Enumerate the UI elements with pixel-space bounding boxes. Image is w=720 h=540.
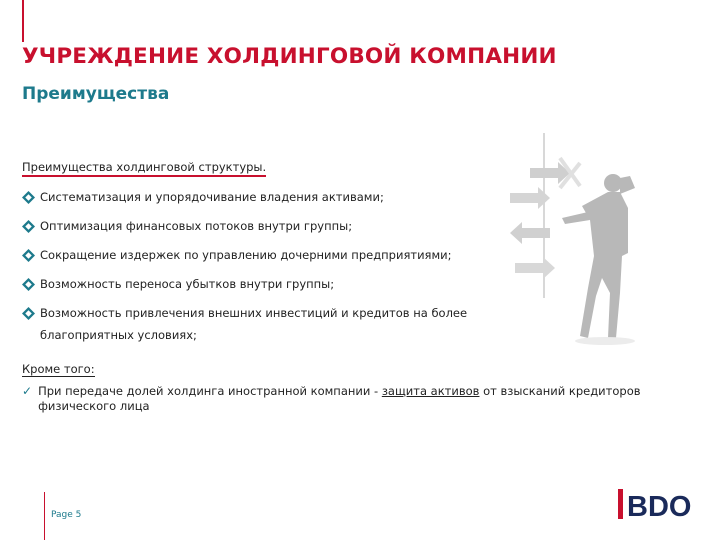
- asset-protection-link: защита активов: [381, 384, 480, 398]
- diamond-bullet-icon: [22, 278, 35, 291]
- diamond-bullet-icon: [22, 249, 35, 262]
- advantage-text: Сокращение издержек по управлению дочерними предприятиями;: [40, 248, 452, 262]
- thinking-man-illustration: [470, 128, 680, 348]
- slide-subtitle: Преимущества: [22, 84, 170, 104]
- list-item: [22, 302, 472, 346]
- advantages-heading: Преимущества холдинговой структуры.: [22, 160, 266, 177]
- list-item: [22, 273, 472, 295]
- additionally-text: [38, 384, 662, 414]
- list-item: [22, 244, 472, 266]
- additionally-heading: Кроме того:: [22, 362, 95, 376]
- list-item: [22, 384, 662, 414]
- additionally-text-start: При передаче долей холдинга иностранной компании -: [38, 384, 382, 398]
- list-item: [22, 186, 472, 208]
- advantages-list: [22, 186, 472, 353]
- diamond-bullet-icon: [22, 307, 35, 320]
- bdo-logo: [618, 487, 700, 523]
- advantage-text: Оптимизация финансовых потоков внутри группы;: [40, 219, 353, 233]
- additionally-text-end: от взысканий кредиторов физического лица: [38, 384, 641, 413]
- man-silhouette: [562, 174, 635, 345]
- diamond-bullet-icon: [22, 220, 35, 233]
- advantage-text: Систематизация и упорядочивание владения активами;: [40, 190, 384, 204]
- footer-accent-rule: [44, 492, 45, 540]
- arrows-graphic: [510, 133, 580, 298]
- checkmark-icon: ✓: [22, 384, 33, 398]
- advantage-text: Возможность переноса убытков внутри группы;: [40, 277, 335, 291]
- list-item: [22, 215, 472, 237]
- diamond-bullet-icon: [22, 191, 35, 204]
- page-number: Page 5: [51, 510, 82, 520]
- logo-text: BDO: [627, 491, 692, 523]
- advantage-text: Возможность привлечения внешних инвестиций и кредитов на более благоприятных условиях;: [40, 306, 468, 342]
- title-accent-rule: [22, 0, 24, 42]
- slide-title: УЧРЕЖДЕНИЕ ХОЛДИНГОВОЙ КОМПАНИИ: [22, 44, 557, 69]
